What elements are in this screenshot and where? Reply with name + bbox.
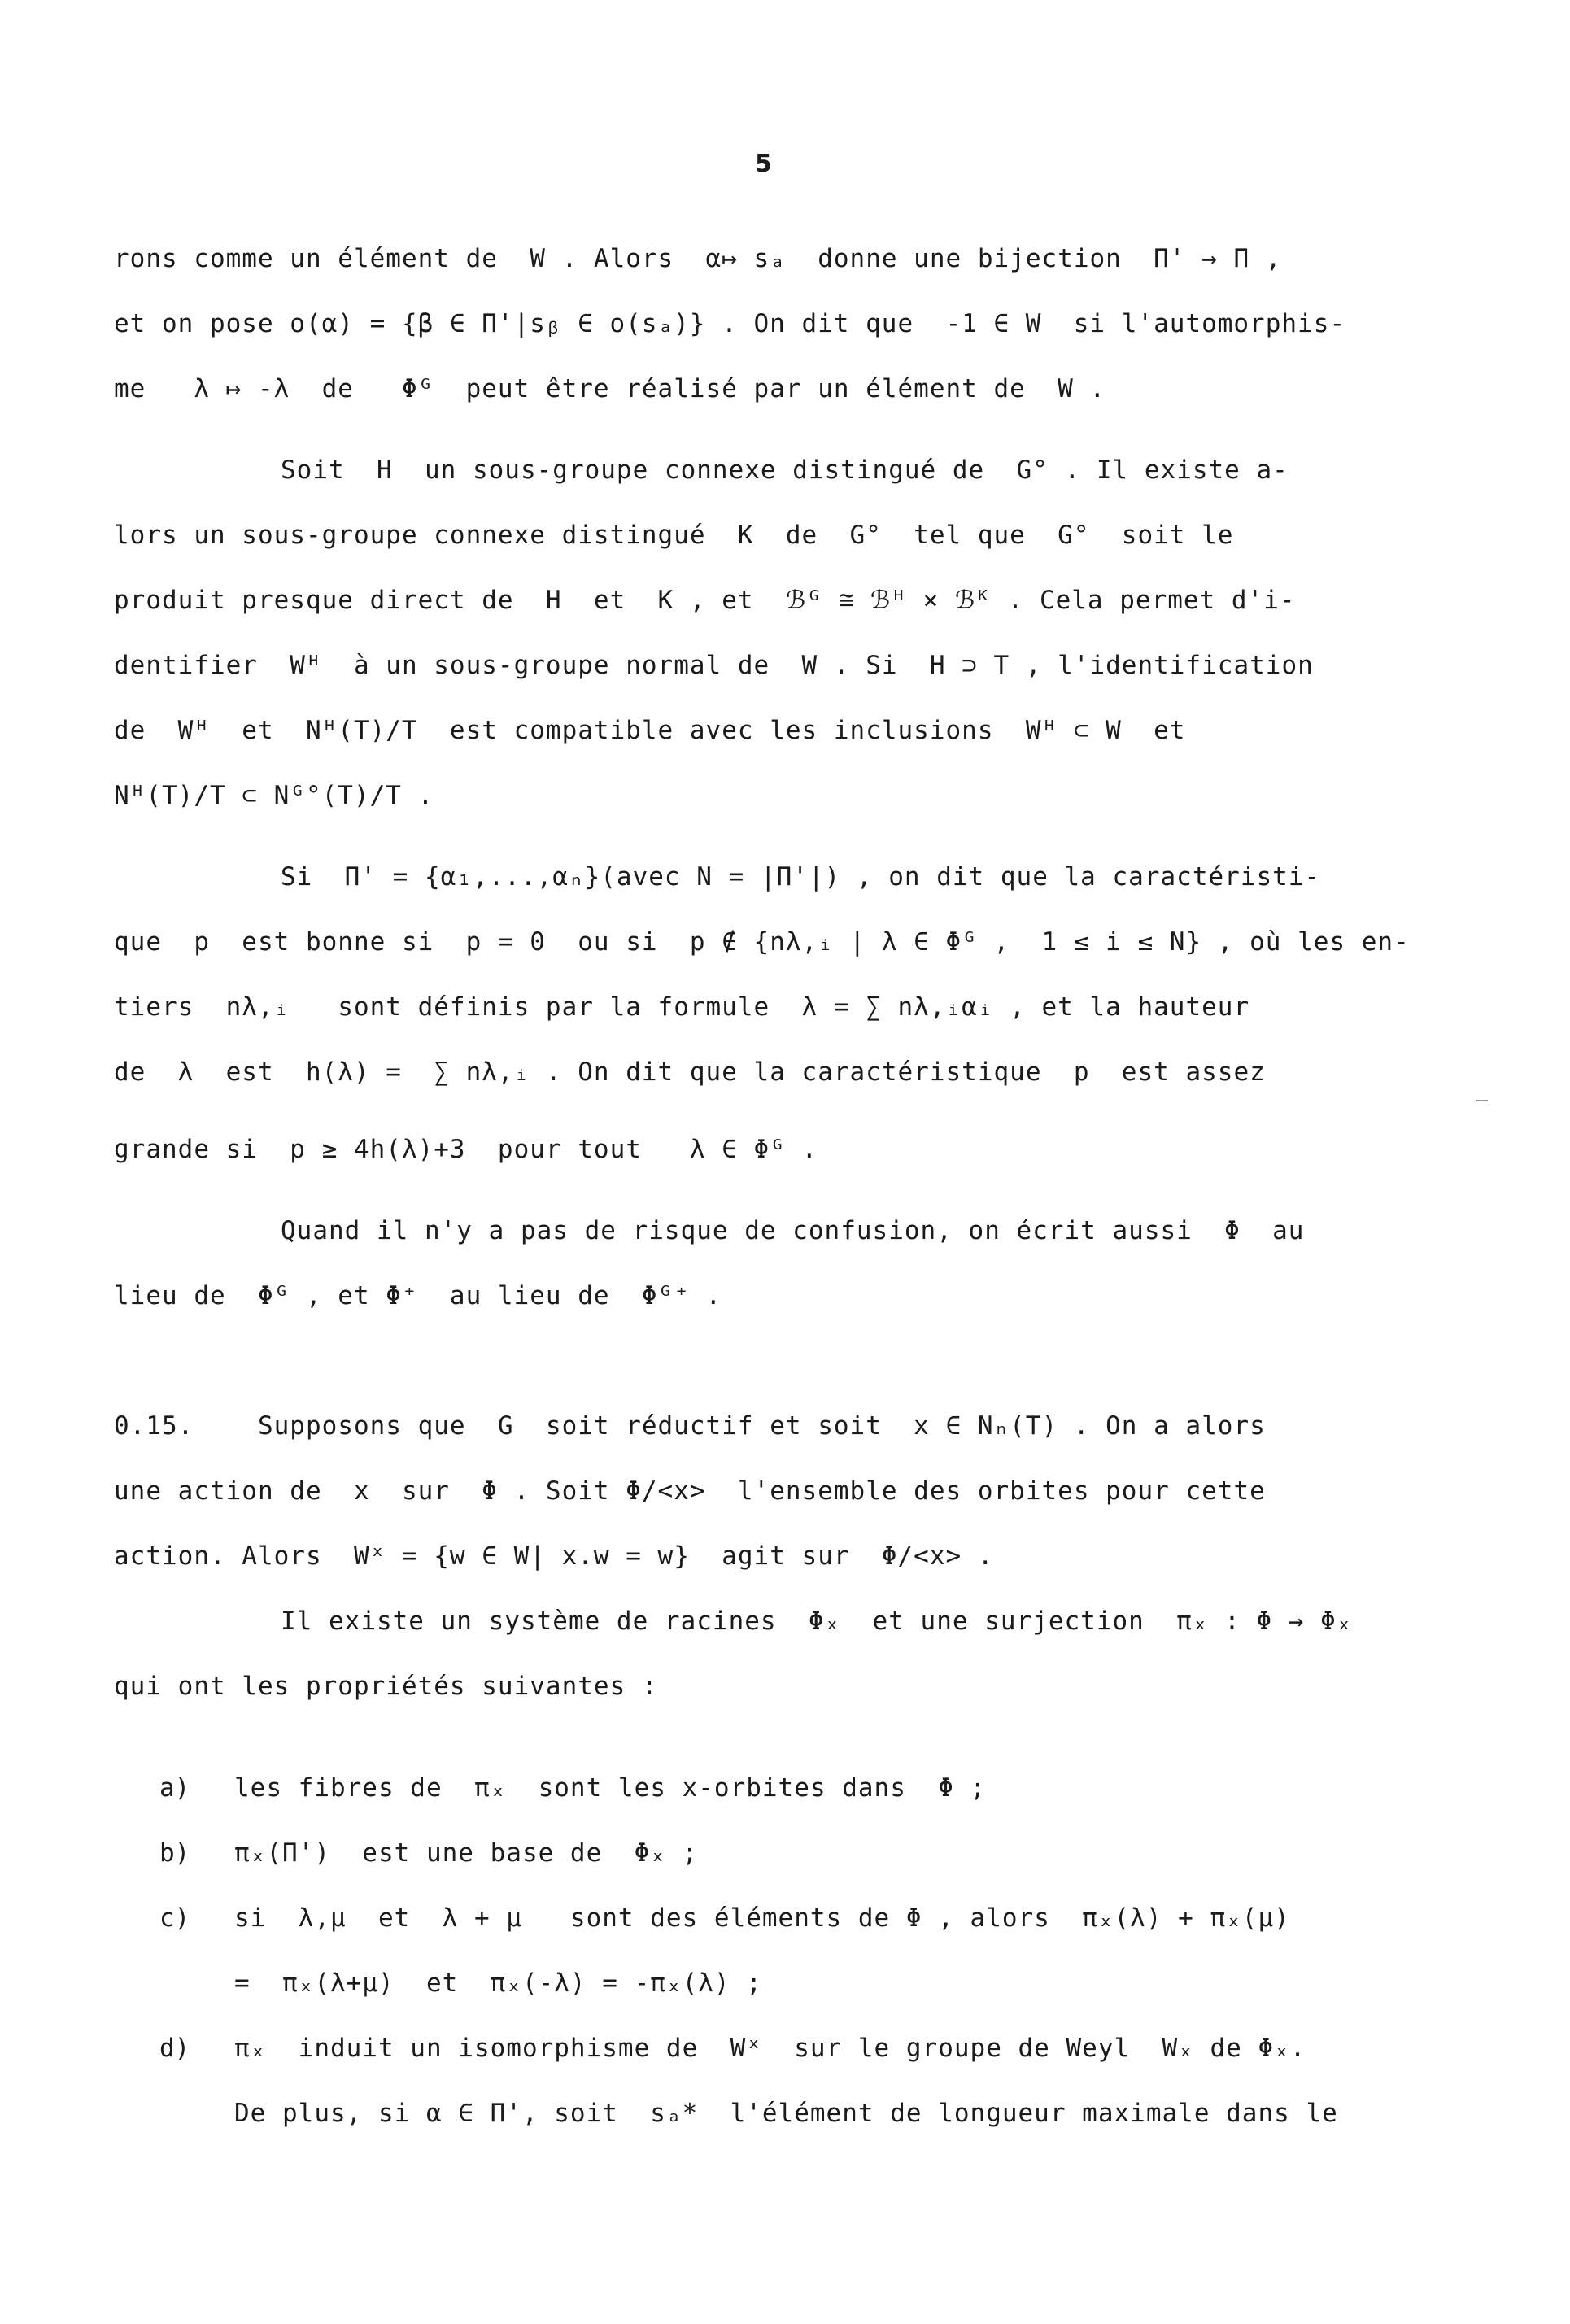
- text-line: et on pose o(α) = {β ∈ Π'|sᵦ ∈ o(sₐ)} . On dit que -1 ∈ W si l'automorphis-: [114, 309, 1346, 338]
- text-line: rons comme un élément de W . Alors α↦ sₐ donne une bijection Π' → Π ,: [114, 244, 1282, 273]
- text-line: Si Π' = {α₁,...,αₙ}(avec N = |Π'|) , on dit que la caractéristi-: [281, 862, 1321, 892]
- section-line: 0.15. Supposons que G soit réductif et soit x ∈ Nₙ(T) . On a alors: [114, 1411, 1266, 1441]
- text-line: Il existe un système de racines Φₓ et une surjection πₓ : Φ → Φₓ: [281, 1607, 1353, 1636]
- list-item: les fibres de πₓ sont les x-orbites dans Φ ;: [234, 1773, 987, 1803]
- text-line: lieu de Φᴳ , et Φ⁺ au lieu de Φᴳ⁺ .: [114, 1281, 722, 1310]
- list-label: b): [159, 1838, 190, 1868]
- text-line: que p est bonne si p = 0 ou si p ∉ {nλ,ᵢ | λ ∈ Φᴳ , 1 ≤ i ≤ N} , où les en-: [114, 927, 1410, 957]
- text-line: une action de x sur Φ . Soit Φ/<x> l'ensemble des orbites pour cette: [114, 1476, 1266, 1506]
- list-label: c): [159, 1903, 190, 1933]
- text-line: produit presque direct de H et K , et ℬᴳ ≅ ℬᴴ × ℬᴷ . Cela permet d'i-: [114, 586, 1296, 615]
- list-item-continuation: De plus, si α ∈ Π', soit sₐ* l'élément de longueur maximale dans le: [234, 2099, 1338, 2128]
- text-line: me λ ↦ -λ de Φᴳ peut être réalisé par un élément de W .: [114, 374, 1106, 403]
- text-line: Nᴴ(T)/T ⊂ Nᴳ°(T)/T .: [114, 781, 434, 810]
- list-item: πₓ induit un isomorphisme de Wˣ sur le groupe de Weyl Wₓ de Φₓ.: [234, 2034, 1306, 2063]
- text-line: tiers nλ,ᵢ sont définis par la formule λ = ∑ nλ,ᵢαᵢ , et la hauteur: [114, 992, 1250, 1022]
- list-label: d): [159, 2034, 190, 2063]
- text-line: action. Alors Wˣ = {w ∈ W| x.w = w} agit sur Φ/<x> .: [114, 1541, 994, 1571]
- text-line: de Wᴴ et Nᴴ(T)/T est compatible avec les inclusions Wᴴ ⊂ W et: [114, 716, 1186, 745]
- margin-mark: [1476, 1100, 1488, 1101]
- text-line: qui ont les propriétés suivantes :: [114, 1672, 658, 1701]
- list-item-continuation: = πₓ(λ+μ) et πₓ(-λ) = -πₓ(λ) ;: [234, 1969, 762, 1998]
- list-item: si λ,μ et λ + μ sont des éléments de Φ , alors πₓ(λ) + πₓ(μ): [234, 1903, 1290, 1933]
- text-line: lors un sous-groupe connexe distingué K de G° tel que G° soit le: [114, 521, 1234, 550]
- text-line: grande si p ≥ 4h(λ)+3 pour tout λ ∈ Φᴳ .: [114, 1135, 818, 1164]
- text-line: Soit H un sous-groupe connexe distingué de G° . Il existe a-: [281, 456, 1289, 485]
- list-item: πₓ(Π') est une base de Φₓ ;: [234, 1838, 699, 1868]
- text-line: dentifier Wᴴ à un sous-groupe normal de W . Si H ⊃ T , l'identification: [114, 651, 1314, 680]
- page-number: 5: [755, 150, 772, 178]
- text-line: de λ est h(λ) = ∑ nλ,ᵢ . On dit que la caractéristique p est assez: [114, 1057, 1266, 1087]
- text-line: Quand il n'y a pas de risque de confusion, on écrit aussi Φ au: [281, 1216, 1305, 1245]
- list-label: a): [159, 1773, 190, 1803]
